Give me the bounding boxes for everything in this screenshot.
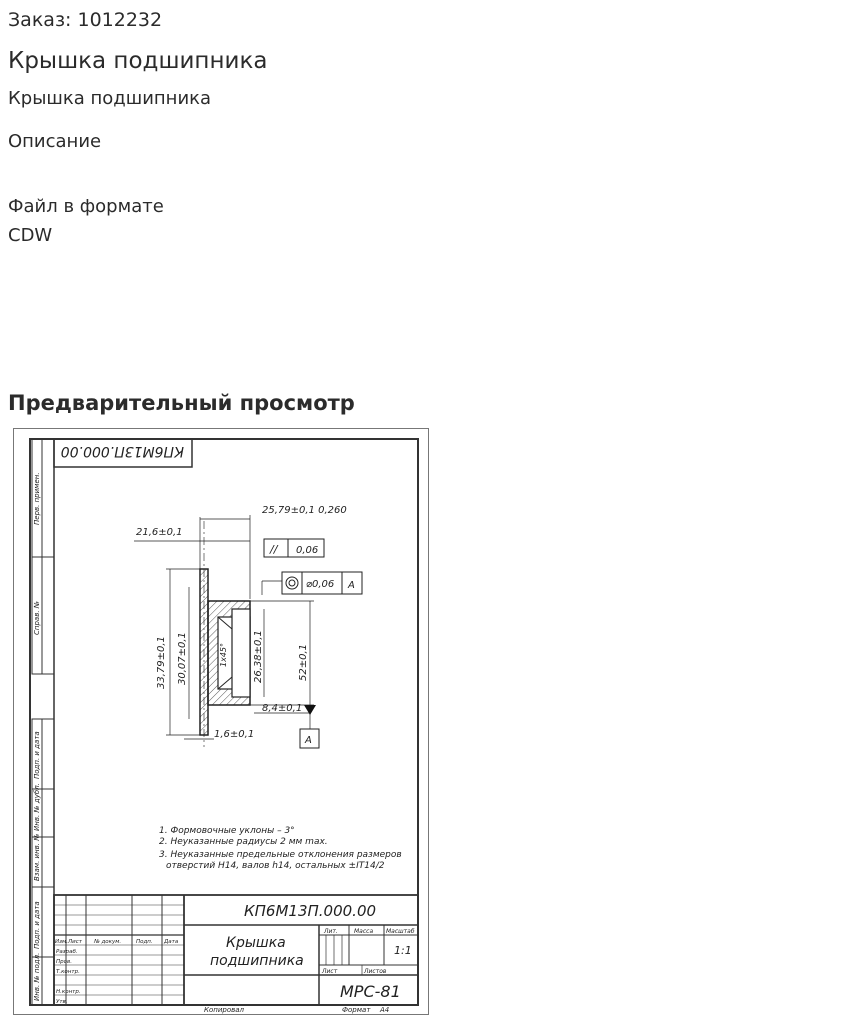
note-4: отверстий H14, валов h14, остальных ±IT14/2 (166, 861, 385, 871)
tb-row-3: Подп. (136, 939, 153, 945)
tb-role-3: Н.контр. (56, 989, 81, 995)
technical-drawing (14, 429, 428, 1014)
side-label-3: Подп. и дата (33, 731, 41, 779)
rotated-stamp-code: КП6М13П.000.00 (60, 443, 184, 459)
frame-border (30, 439, 418, 1005)
note-3: 3. Неуказанные предельные отклонения размеров (159, 850, 402, 860)
dim-angle: 1x45° (219, 642, 228, 667)
title-block-mass: Масса (354, 928, 374, 935)
tb-row-4: Дата (164, 939, 179, 945)
title-block-scale: Масштаб (386, 928, 415, 935)
dim-mid: 26,38±0,1 (253, 630, 264, 683)
note-1: 1. Формовочные уклоны – 3° (159, 826, 295, 836)
product-title: Крышка подшипника (8, 48, 268, 74)
title-block-scale-value: 1:1 (394, 944, 412, 957)
dim-parallel-value: 0,06 (296, 545, 319, 556)
side-label-2: Справ. № (33, 600, 41, 635)
product-subtitle: Крышка подшипника (8, 88, 212, 109)
format-value: А4 (380, 1006, 390, 1014)
tb-role-4: Утв. (56, 999, 68, 1005)
description-label: Описание (8, 131, 102, 152)
file-format-label: Файл в формате CDW (8, 196, 164, 246)
order-number: Заказ: 1012232 (8, 9, 163, 31)
format-label: Формат (342, 1006, 371, 1014)
side-label-6: Подп. и дата (33, 901, 41, 949)
dim-right: 52±0,1 (298, 643, 309, 681)
tb-role-1: Пров. (56, 959, 72, 965)
side-label-5: Взам. инв. № (33, 833, 41, 881)
title-block-org: МРС-81 (340, 982, 401, 1001)
copied-label: Копировал (204, 1006, 244, 1014)
title-block-sheets: Листов (364, 968, 387, 975)
dim-concentric-value: ⌀0,06 (306, 579, 335, 590)
dim-left2: 30,07±0,1 (177, 632, 188, 685)
side-label-4: Инв. № дубл. (33, 783, 41, 831)
title-block-lit: Лит. (324, 928, 338, 935)
tb-row-0: Изм. (55, 939, 68, 945)
title-block-sheet: Лист (322, 968, 338, 975)
dim-bottom1: 1,6±0,1 (214, 729, 255, 740)
dim-left1: 33,79±0,1 (156, 636, 167, 689)
note-2: 2. Неуказанные радиусы 2 мм max. (159, 837, 328, 847)
datum-box-label: A (305, 735, 312, 746)
tb-row-2: № докум. (94, 939, 122, 945)
tb-role-0: Разраб. (56, 949, 78, 955)
dim-d2: 21,6±0,1 (136, 527, 183, 538)
part-section (200, 521, 250, 747)
side-label-1: Перв. примен. (33, 472, 41, 525)
tolerance-frames (264, 539, 362, 748)
title-block-name-2: подшипника (210, 953, 304, 969)
dim-bottom2: 8,4±0,1 (262, 703, 303, 714)
dim-datum: A (348, 580, 355, 591)
tb-role-2: Т.контр. (56, 969, 80, 975)
title-block-code: КП6М13П.000.00 (244, 902, 377, 920)
drawing-preview[interactable] (13, 428, 429, 1015)
datum-triangle (304, 705, 316, 715)
tb-row-1: Лист (68, 939, 82, 945)
preview-heading: Предварительный просмотр (8, 391, 355, 415)
side-label-7: Инв. № подл. (33, 952, 41, 1001)
title-block-name-1: Крышка (226, 935, 286, 951)
dim-d1: 25,79±0,1 0,260 (262, 505, 347, 516)
dim-parallel: // (270, 543, 278, 556)
